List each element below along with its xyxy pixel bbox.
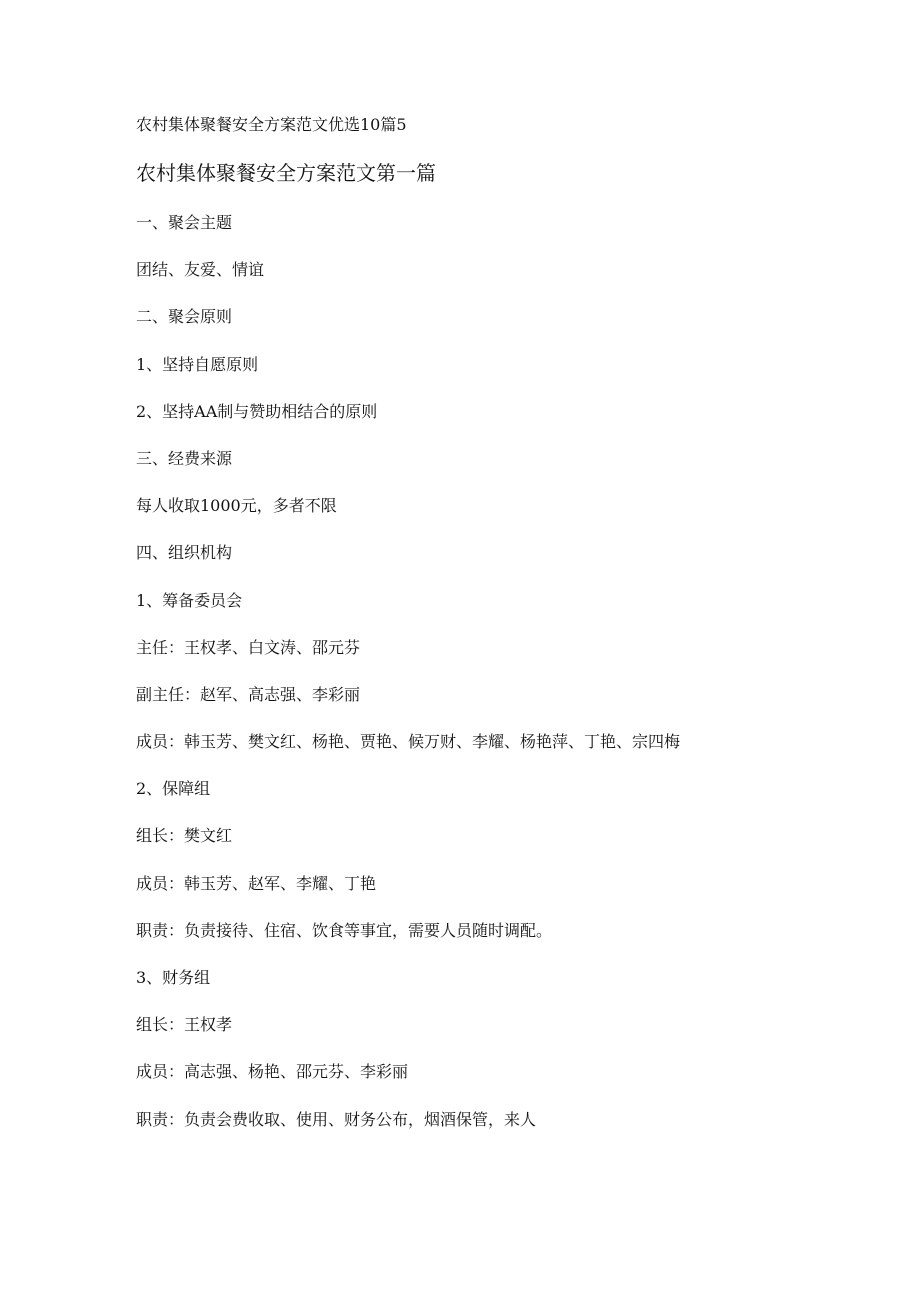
paragraph-line: 成员：韩玉芳、樊文红、杨艳、贾艳、候万财、李耀、杨艳萍、丁艳、宗四梅 bbox=[136, 732, 681, 752]
paragraph-line: 2、坚持AA制与赞助相结合的原则 bbox=[136, 401, 378, 421]
section-title: 农村集体聚餐安全方案范文第一篇 bbox=[136, 161, 436, 185]
paragraph-line: 三、经费来源 bbox=[136, 448, 233, 468]
paragraph-line: 职责：负责接待、住宿、饮食等事宜，需要人员随时调配。 bbox=[136, 920, 553, 940]
paragraph-line: 成员：韩玉芳、赵军、李耀、丁艳 bbox=[136, 873, 377, 893]
paragraph-line: 1、坚持自愿原则 bbox=[136, 354, 259, 374]
paragraph-line: 组长：樊文红 bbox=[136, 826, 233, 846]
document-body bbox=[136, 211, 896, 1155]
paragraph-line: 每人收取1000元，多者不限 bbox=[136, 496, 337, 516]
paragraph-line: 主任：王权孝、白文涛、邵元芬 bbox=[136, 637, 361, 657]
paragraph-line: 1、筹备委员会 bbox=[136, 590, 243, 610]
paragraph-line: 组长：王权孝 bbox=[136, 1015, 233, 1035]
paragraph-line: 2、保障组 bbox=[136, 779, 211, 799]
paragraph-line: 四、组织机构 bbox=[136, 543, 233, 563]
paragraph-line: 团结、友爱、情谊 bbox=[136, 260, 265, 280]
paragraph-line: 一、聚会主题 bbox=[136, 213, 233, 232]
paragraph-line: 3、财务组 bbox=[136, 968, 211, 987]
paragraph-line: 职责：负责会费收取、使用、财务公布，烟酒保管，来人 bbox=[136, 1109, 537, 1129]
paragraph-line: 成员：高志强、杨艳、邵元芬、李彩丽 bbox=[136, 1062, 409, 1082]
document-title: 农村集体聚餐安全方案范文优选10篇5 bbox=[136, 115, 407, 134]
paragraph-line: 二、聚会原则 bbox=[136, 307, 233, 327]
paragraph-line: 副主任：赵军、高志强、李彩丽 bbox=[136, 684, 361, 704]
